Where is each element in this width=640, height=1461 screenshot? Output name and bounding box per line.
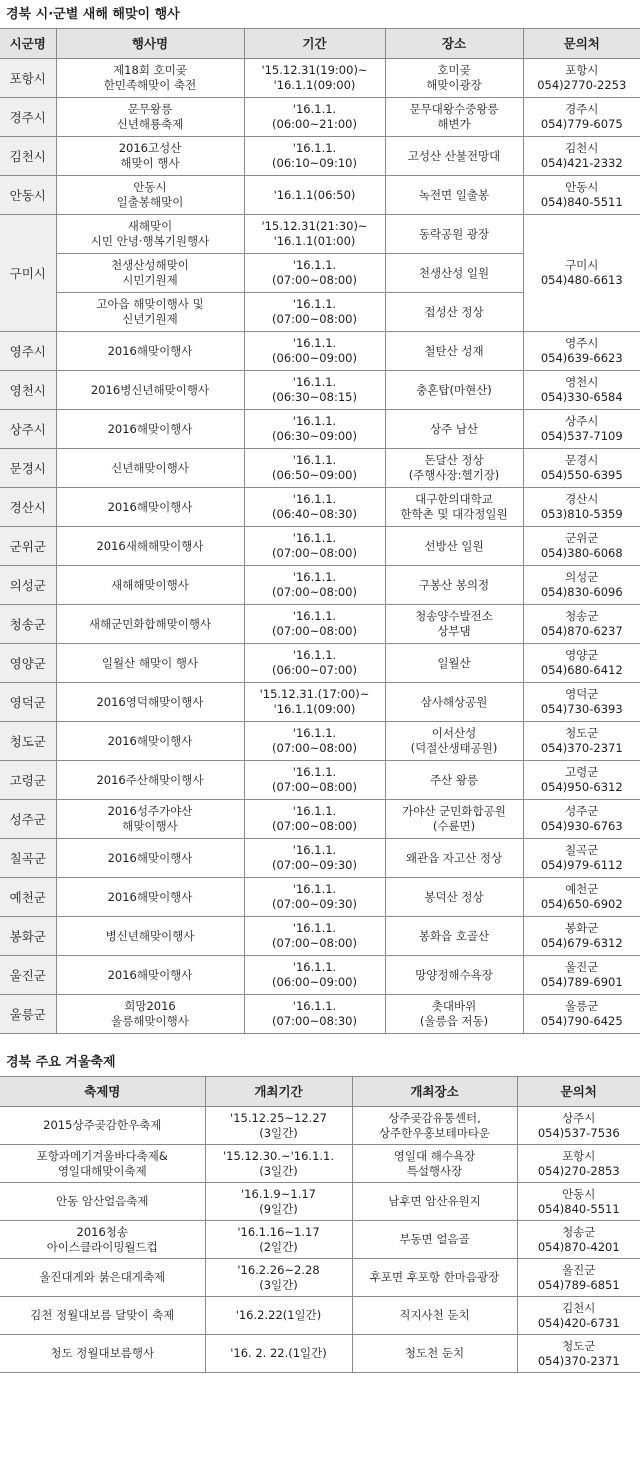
event-name-cell: 2016해맞이행사	[56, 722, 244, 761]
contact-cell: 영주시 054)639-6623	[523, 332, 640, 371]
period-cell: '16.1.1. (07:00~09:30)	[244, 839, 385, 878]
period-cell: '16.1.1. (07:00~08:00)	[244, 527, 385, 566]
event-name-cell: 신년해맞이행사	[56, 449, 244, 488]
header-period: 기간	[244, 29, 385, 59]
table-row	[0, 722, 640, 761]
period-cell: '16.1.1. (07:00~08:00)	[244, 917, 385, 956]
place-cell: 왜관읍 자고산 정상	[385, 839, 523, 878]
period-cell: '16.1.1. (07:00~08:00)	[244, 722, 385, 761]
place-cell: 호미곶 해맞이광장	[385, 59, 523, 98]
table-row	[0, 761, 640, 800]
header-event-name: 행사명	[56, 29, 244, 59]
city-cell: 고령군	[0, 761, 56, 800]
table-row	[0, 878, 640, 917]
table-row	[0, 566, 640, 605]
contact-cell: 경산시 053)810-5359	[523, 488, 640, 527]
table-row	[0, 1221, 640, 1259]
event-name-cell: 고아읍 해맞이행사 및 신년기원제	[56, 293, 244, 332]
period-cell: '16.1.1. (07:00~08:00)	[244, 254, 385, 293]
contact-cell: 경주시 054)779-6075	[523, 98, 640, 137]
period-cell: '16.1.1. (07:00~08:00)	[244, 761, 385, 800]
period-cell: '16.1.1. (07:00~09:30)	[244, 878, 385, 917]
city-cell: 구미시	[0, 215, 56, 332]
festival-period-cell: '16.2.22(1일간)	[205, 1297, 352, 1335]
city-cell: 상주시	[0, 410, 56, 449]
table-row	[0, 488, 640, 527]
contact-cell: 예천군 054)650-6902	[523, 878, 640, 917]
table-row	[0, 917, 640, 956]
festival-place-cell: 후포면 후포항 한마음광장	[352, 1259, 517, 1297]
festival-period-cell: '16. 2. 22.(1일간)	[205, 1335, 352, 1373]
festival-period-cell: '16.1.9~1.17 (9일간)	[205, 1183, 352, 1221]
table-row	[0, 605, 640, 644]
table-row	[0, 59, 640, 98]
winter-festivals-title: 경북 주요 겨울축제	[6, 1055, 116, 1070]
event-name-cell: 희망2016 울릉해맞이행사	[56, 995, 244, 1034]
city-cell: 포항시	[0, 59, 56, 98]
contact-cell: 성주군 054)930-6763	[523, 800, 640, 839]
place-cell: 구봉산 봉의정	[385, 566, 523, 605]
contact-cell: 울릉군 054)790-6425	[523, 995, 640, 1034]
festival-place-cell: 직지사천 둔치	[352, 1297, 517, 1335]
place-cell: 가야산 군민화합공원 (수륜면)	[385, 800, 523, 839]
event-name-cell: 문무왕릉 신년해룡축제	[56, 98, 244, 137]
place-cell: 봉화읍 호골산	[385, 917, 523, 956]
table-row	[0, 449, 640, 488]
table-row	[0, 410, 640, 449]
contact-cell: 포항시 054)2770-2253	[523, 59, 640, 98]
contact-cell: 김천시 054)421-2332	[523, 137, 640, 176]
period-cell: '16.1.1. (06:00~09:00)	[244, 956, 385, 995]
city-cell: 영덕군	[0, 683, 56, 722]
city-cell: 김천시	[0, 137, 56, 176]
city-cell: 안동시	[0, 176, 56, 215]
header-city: 시군명	[0, 29, 56, 59]
city-cell: 성주군	[0, 800, 56, 839]
header-festival-name: 축제명	[0, 1077, 205, 1107]
table-row	[0, 1297, 640, 1335]
festival-name-cell: 포항과메기겨울바다축제& 영일대해맞이축제	[0, 1145, 205, 1183]
festival-contact-cell: 상주시 054)537-7536	[517, 1107, 640, 1145]
table-row	[0, 176, 640, 215]
festival-place-cell: 청도천 둔치	[352, 1335, 517, 1373]
table-row	[0, 371, 640, 410]
city-cell: 영양군	[0, 644, 56, 683]
contact-cell: 상주시 054)537-7109	[523, 410, 640, 449]
table-row	[0, 683, 640, 722]
table-header-row	[0, 29, 640, 59]
period-cell: '16.1.1. (07:00~08:00)	[244, 566, 385, 605]
event-name-cell: 제18회 호미곶 한민족해맞이 축전	[56, 59, 244, 98]
festival-name-cell: 2015상주곶감한우축제	[0, 1107, 205, 1145]
festival-contact-cell: 울진군 054)789-6851	[517, 1259, 640, 1297]
table-row	[0, 1183, 640, 1221]
festival-place-cell: 부동면 얼음골	[352, 1221, 517, 1259]
place-cell: 선방산 일원	[385, 527, 523, 566]
place-cell: 삼사해상공원	[385, 683, 523, 722]
place-cell: 일월산	[385, 644, 523, 683]
city-cell: 청송군	[0, 605, 56, 644]
event-name-cell: 2016고성산 해맞이 행사	[56, 137, 244, 176]
city-cell: 봉화군	[0, 917, 56, 956]
event-name-cell: 새해해맞이행사	[56, 566, 244, 605]
event-name-cell: 새해군민화합해맞이행사	[56, 605, 244, 644]
event-name-cell: 새해맞이 시민 안녕·행복기원행사	[56, 215, 244, 254]
header-festival-period: 개최기간	[205, 1077, 352, 1107]
city-cell: 경주시	[0, 98, 56, 137]
event-name-cell: 일월산 해맞이 행사	[56, 644, 244, 683]
festival-period-cell: '15.12.30.~'16.1.1. (3일간)	[205, 1145, 352, 1183]
table-row	[0, 215, 640, 254]
festival-period-cell: '16.1.16~1.17 (2일간)	[205, 1221, 352, 1259]
table-row	[0, 98, 640, 137]
city-cell: 영천시	[0, 371, 56, 410]
contact-cell: 청도군 054)370-2371	[523, 722, 640, 761]
table-header-row	[0, 1077, 640, 1107]
place-cell: 망양정해수욕장	[385, 956, 523, 995]
contact-cell: 청송군 054)870-6237	[523, 605, 640, 644]
event-name-cell: 안동시 일출봉해맞이	[56, 176, 244, 215]
event-name-cell: 2016성주가야산 해맞이행사	[56, 800, 244, 839]
table-row	[0, 1259, 640, 1297]
event-name-cell: 2016새해해맞이행사	[56, 527, 244, 566]
city-cell: 청도군	[0, 722, 56, 761]
table-row	[0, 1145, 640, 1183]
period-cell: '16.1.1. (06:00~09:00)	[244, 332, 385, 371]
period-cell: '16.1.1. (06:00~07:00)	[244, 644, 385, 683]
contact-cell: 울진군 054)789-6901	[523, 956, 640, 995]
event-name-cell: 병신년해맞이행사	[56, 917, 244, 956]
table-row	[0, 956, 640, 995]
contact-cell: 고령군 054)950-6312	[523, 761, 640, 800]
period-cell: '15.12.31.(17:00)~ '16.1.1(09:00)	[244, 683, 385, 722]
contact-cell: 군위군 054)380-6068	[523, 527, 640, 566]
festival-name-cell: 청도 정월대보름행사	[0, 1335, 205, 1373]
header-contact: 문의처	[523, 29, 640, 59]
period-cell: '16.1.1. (06:30~08:15)	[244, 371, 385, 410]
contact-cell: 칠곡군 054)979-6112	[523, 839, 640, 878]
period-cell: '16.1.1. (06:30~09:00)	[244, 410, 385, 449]
festival-place-cell: 상주곶감유통센터, 상주한우홍보테마타운	[352, 1107, 517, 1145]
header-place: 장소	[385, 29, 523, 59]
contact-cell: 의성군 054)830-6096	[523, 566, 640, 605]
place-cell: 천생산성 일원	[385, 254, 523, 293]
table-row	[0, 800, 640, 839]
period-cell: '16.1.1. (06:10~09:10)	[244, 137, 385, 176]
period-cell: '16.1.1. (06:50~09:00)	[244, 449, 385, 488]
table-row	[0, 137, 640, 176]
place-cell: 주산 왕릉	[385, 761, 523, 800]
city-cell: 의성군	[0, 566, 56, 605]
event-name-cell: 천생산성해맞이 시민기원제	[56, 254, 244, 293]
event-name-cell: 2016병신년해맞이행사	[56, 371, 244, 410]
festival-place-cell: 남후면 암산유원지	[352, 1183, 517, 1221]
event-name-cell: 2016영덕해맞이행사	[56, 683, 244, 722]
place-cell: 대구한의대학교 한학촌 및 대각정일원	[385, 488, 523, 527]
period-cell: '16.1.1. (07:00~08:00)	[244, 293, 385, 332]
contact-cell: 영덕군 054)730-6393	[523, 683, 640, 722]
event-name-cell: 2016해맞이행사	[56, 839, 244, 878]
place-cell: 충혼탑(마현산)	[385, 371, 523, 410]
table-row	[0, 332, 640, 371]
festival-contact-cell: 안동시 054)840-5511	[517, 1183, 640, 1221]
contact-cell: 안동시 054)840-5511	[523, 176, 640, 215]
contact-cell: 영양군 054)680-6412	[523, 644, 640, 683]
place-cell: 상주 남산	[385, 410, 523, 449]
event-name-cell: 2016해맞이행사	[56, 488, 244, 527]
festival-name-cell: 2016청송 아이스클라이밍월드컵	[0, 1221, 205, 1259]
sunrise-events-title: 경북 시·군별 새해 해맞이 행사	[6, 7, 180, 22]
period-cell: '16.1.1(06:50)	[244, 176, 385, 215]
contact-cell: 영천시 054)330-6584	[523, 371, 640, 410]
period-cell: '16.1.1. (06:00~21:00)	[244, 98, 385, 137]
table-row	[0, 1107, 640, 1145]
festival-name-cell: 울진대게와 붉은대게축제	[0, 1259, 205, 1297]
festival-contact-cell: 청송군 054)870-4201	[517, 1221, 640, 1259]
period-cell: '16.1.1. (06:40~08:30)	[244, 488, 385, 527]
city-cell: 울진군	[0, 956, 56, 995]
place-cell: 돈달산 정상 (주행사장:헬기장)	[385, 449, 523, 488]
period-cell: '16.1.1. (07:00~08:30)	[244, 995, 385, 1034]
header-festival-contact: 문의처	[517, 1077, 640, 1107]
festival-contact-cell: 청도군 054)370-2371	[517, 1335, 640, 1373]
city-cell: 영주시	[0, 332, 56, 371]
event-name-cell: 2016해맞이행사	[56, 956, 244, 995]
event-name-cell: 2016해맞이행사	[56, 332, 244, 371]
place-cell: 청송양수발전소 상부댐	[385, 605, 523, 644]
table-row	[0, 1335, 640, 1373]
festival-contact-cell: 김천시 054)420-6731	[517, 1297, 640, 1335]
header-festival-place: 개최장소	[352, 1077, 517, 1107]
event-name-cell: 2016해맞이행사	[56, 878, 244, 917]
place-cell: 고성산 산불전망대	[385, 137, 523, 176]
table-row	[0, 527, 640, 566]
place-cell: 이서산성 (덕절산생태공원)	[385, 722, 523, 761]
contact-cell: 문경시 054)550-6395	[523, 449, 640, 488]
contact-cell: 구미시 054)480-6613	[523, 215, 640, 332]
city-cell: 칠곡군	[0, 839, 56, 878]
table-row	[0, 644, 640, 683]
city-cell: 군위군	[0, 527, 56, 566]
table-row	[0, 995, 640, 1034]
event-name-cell: 2016주산해맞이행사	[56, 761, 244, 800]
festival-period-cell: '16.2.26~2.28 (3일간)	[205, 1259, 352, 1297]
contact-cell: 봉화군 054)679-6312	[523, 917, 640, 956]
city-cell: 경산시	[0, 488, 56, 527]
place-cell: 동락공원 광장	[385, 215, 523, 254]
period-cell: '16.1.1. (07:00~08:00)	[244, 605, 385, 644]
period-cell: '15.12.31(19:00)~ '16.1.1(09:00)	[244, 59, 385, 98]
winter-festivals-table	[0, 1076, 640, 1373]
place-cell: 문무대왕수중왕릉 해변가	[385, 98, 523, 137]
festival-name-cell: 안동 암산얼음축제	[0, 1183, 205, 1221]
city-cell: 울릉군	[0, 995, 56, 1034]
period-cell: '16.1.1. (07:00~08:00)	[244, 800, 385, 839]
place-cell: 철탄산 성재	[385, 332, 523, 371]
festival-period-cell: '15.12.25~12.27 (3일간)	[205, 1107, 352, 1145]
place-cell: 녹전면 일출봉	[385, 176, 523, 215]
place-cell: 봉덕산 정상	[385, 878, 523, 917]
city-cell: 문경시	[0, 449, 56, 488]
festival-place-cell: 영일대 해수욕장 특설행사장	[352, 1145, 517, 1183]
place-cell: 접성산 정상	[385, 293, 523, 332]
table-row	[0, 839, 640, 878]
period-cell: '15.12.31(21:30)~ '16.1.1(01:00)	[244, 215, 385, 254]
place-cell: 촛대바위 (울릉읍 저동)	[385, 995, 523, 1034]
festival-contact-cell: 포항시 054)270-2853	[517, 1145, 640, 1183]
event-name-cell: 2016해맞이행사	[56, 410, 244, 449]
festival-name-cell: 김천 정월대보름 달맞이 축제	[0, 1297, 205, 1335]
city-cell: 예천군	[0, 878, 56, 917]
sunrise-events-table	[0, 28, 640, 1034]
